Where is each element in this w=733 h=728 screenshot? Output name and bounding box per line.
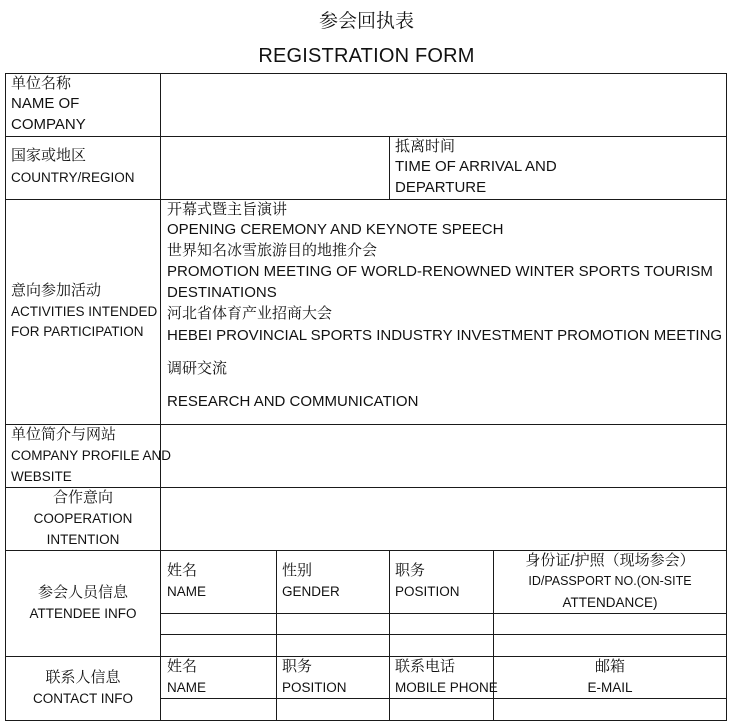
label-english: ATTENDEE INFO bbox=[29, 606, 137, 621]
activity-option[interactable]: HEBEI PROVINCIAL SPORTS INDUSTRY INVESTMENT PROMOTION MEETING bbox=[167, 327, 723, 344]
activity-option[interactable]: 世界知名冰雪旅游目的地推介会 bbox=[167, 242, 378, 259]
label-english: E-MAIL bbox=[587, 680, 633, 695]
label-english: COMPANY bbox=[11, 116, 86, 133]
table-border bbox=[726, 73, 727, 721]
label-english: CONTACT INFO bbox=[33, 691, 133, 706]
table-border bbox=[5, 720, 727, 721]
label-english: POSITION bbox=[282, 680, 347, 695]
cooperation-field[interactable] bbox=[161, 488, 726, 550]
activity-option[interactable]: 调研交流 bbox=[167, 360, 228, 377]
label-english: NAME bbox=[167, 584, 207, 599]
label-english: GENDER bbox=[282, 584, 340, 599]
activity-option[interactable]: PROMOTION MEETING OF WORLD-RENOWNED WINTER SPORTS TOURISM bbox=[167, 263, 713, 280]
label-chinese: 职务 bbox=[395, 562, 426, 579]
label-english: TIME OF ARRIVAL AND bbox=[395, 158, 557, 175]
label-english: ID/PASSPORT NO.(ON-SITE bbox=[528, 574, 692, 588]
label-chinese: 邮箱 bbox=[594, 658, 625, 675]
label-chinese: 抵离时间 bbox=[395, 138, 456, 155]
company-profile-field[interactable] bbox=[161, 425, 726, 487]
label-english: COUNTRY/REGION bbox=[11, 170, 135, 185]
attendee-row[interactable] bbox=[161, 635, 726, 656]
label-english: POSITION bbox=[395, 584, 460, 599]
activity-option[interactable]: 开幕式暨主旨演讲 bbox=[167, 201, 288, 218]
label-english: COMPANY PROFILE AND bbox=[11, 448, 172, 463]
label-chinese: 联系人信息 bbox=[45, 669, 121, 686]
activity-option[interactable]: DESTINATIONS bbox=[167, 284, 277, 301]
country-region-field[interactable] bbox=[161, 137, 389, 199]
form-title-chinese: 参会回执表 bbox=[318, 10, 414, 32]
label-english: DEPARTURE bbox=[395, 179, 487, 196]
label-chinese: 性别 bbox=[282, 562, 313, 579]
label-english: FOR PARTICIPATION bbox=[11, 324, 144, 339]
label-chinese: 姓名 bbox=[167, 562, 198, 579]
label-chinese: 国家或地区 bbox=[11, 147, 87, 164]
label-chinese: 参会人员信息 bbox=[37, 584, 128, 601]
activity-option[interactable]: 河北省体育产业招商大会 bbox=[167, 305, 333, 322]
company-name-field[interactable] bbox=[161, 74, 726, 136]
label-chinese: 姓名 bbox=[167, 658, 198, 675]
label-chinese: 单位简介与网站 bbox=[11, 426, 117, 443]
label-english: NAME OF bbox=[11, 95, 80, 112]
label-english: ATTENDANCE) bbox=[562, 595, 658, 610]
form-title-english: REGISTRATION FORM bbox=[258, 45, 475, 67]
label-english: WEBSITE bbox=[11, 469, 72, 484]
label-english: NAME bbox=[167, 680, 207, 695]
label-chinese: 职务 bbox=[282, 658, 313, 675]
contact-row[interactable] bbox=[161, 699, 726, 720]
label-english: ACTIVITIES INTENDED bbox=[11, 304, 158, 319]
column-divider bbox=[389, 136, 390, 199]
label-english: COOPERATION bbox=[33, 511, 133, 526]
label-chinese: 意向参加活动 bbox=[11, 282, 102, 299]
activity-option[interactable]: RESEARCH AND COMMUNICATION bbox=[167, 393, 419, 410]
label-chinese: 身份证/护照（现场参会） bbox=[525, 552, 695, 569]
label-english: INTENTION bbox=[46, 532, 120, 547]
label-chinese: 联系电话 bbox=[395, 658, 456, 675]
label-english: MOBILE PHONE bbox=[395, 680, 498, 695]
label-chinese: 合作意向 bbox=[52, 489, 113, 506]
label-chinese: 单位名称 bbox=[11, 75, 72, 92]
attendee-row[interactable] bbox=[161, 614, 726, 634]
activity-option[interactable]: OPENING CEREMONY AND KEYNOTE SPEECH bbox=[167, 221, 504, 238]
row-divider bbox=[5, 199, 727, 200]
